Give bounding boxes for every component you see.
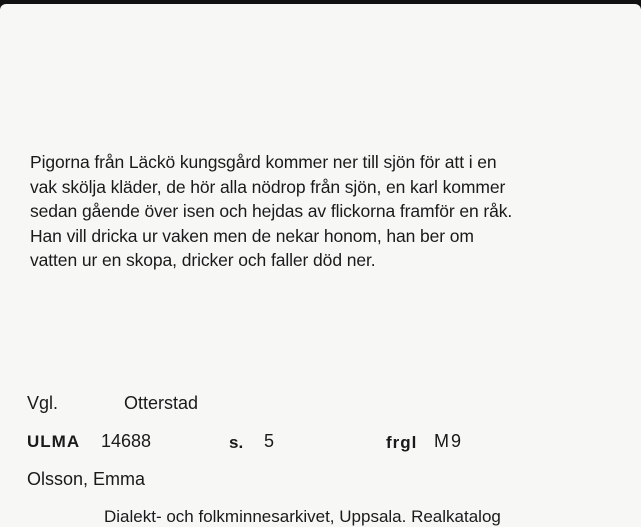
- page-value: 5: [264, 431, 275, 451]
- ulma-label: ULMA: [27, 432, 81, 451]
- story-line: vak skölja kläder, de hör alla nödrop från sjön, en karl kommer: [30, 176, 506, 197]
- catalog-card: [0, 4, 641, 527]
- story-line: vatten ur en skopa, dricker och faller död ner.: [30, 250, 376, 270]
- story-line: sedan gående över isen och hejdas av flickorna framför en råk.: [30, 201, 513, 221]
- page-label: s.: [229, 433, 244, 452]
- frgl-value: M9: [434, 431, 464, 451]
- frgl-label: frgl: [386, 433, 418, 452]
- ulma-value: 14688: [101, 431, 152, 451]
- story-line: Pigorna från Läckö kungsgård kommer ner till sjön för att i en: [30, 152, 497, 172]
- story-text: [30, 150, 620, 273]
- vgl-value: Otterstad: [124, 393, 199, 413]
- vgl-label: Vgl.: [27, 393, 59, 413]
- informant-name: Olsson, Emma: [27, 469, 146, 489]
- archive-footer: Dialekt- och folkminnesarkivet, Uppsala. Realkatalog: [104, 507, 501, 526]
- story-line: Han vill dricka ur vaken men de nekar honom, han ber om: [30, 225, 474, 246]
